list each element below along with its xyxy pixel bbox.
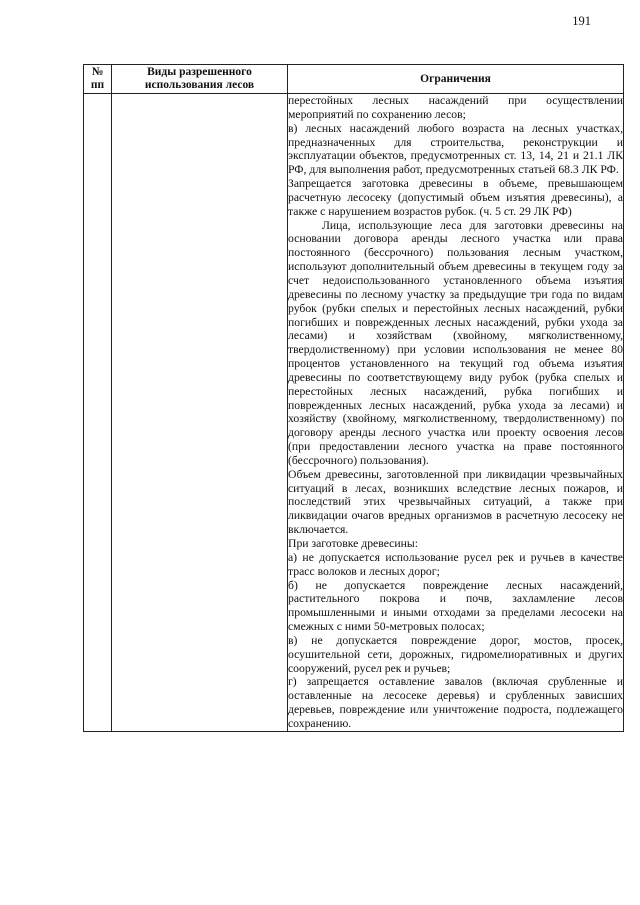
restriction-paragraph: Объем древесины, заготовленной при ликвидации чрезвычайных ситуаций в лесах, возникших вследствие лесных пожаров, и последствий этих чрезвычайных ситуаций, а также при ликвидации очагов вредных организмов в расчетную лесосеку не включается. [288,467,623,537]
restriction-paragraph: г) запрещается оставление завалов (включая срубленные и оставленные на лесосеке деревья) и срубленных зависших деревьев, повреждение или уничтожение подроста, подлежащего сохранению. [288,675,623,730]
table-row [84,94,624,732]
restriction-paragraph: Запрещается заготовка древесины в объеме, превышающем расчетную лесосеку (допустимый объем изъятия древесины), а также с нарушением возрастов рубок. (ч. 5 ст. 29 ЛК РФ) [288,177,623,218]
restrictions-cell [288,94,624,732]
restriction-paragraph: перестойных лесных насаждений при осуществлении мероприятий по сохранению лесов; [288,94,623,121]
restrictions-table [83,64,624,732]
page-number: 191 [572,14,591,28]
restriction-paragraph: в) не допускается повреждение дорог, мостов, просек, осушительной сети, дорожных, гидромелиоративных и других сооружений, русел рек и ручьев; [288,633,623,675]
table-header-row [84,65,624,94]
number-cell [84,94,112,732]
header-number: № пп [84,65,112,94]
use-kind-cell [112,94,288,732]
restriction-paragraph: а) не допускается использование русел рек и ручьев в качестве трасс волоков и лесных дорог; [288,550,623,578]
restriction-paragraph: При заготовке древесины: [288,537,418,550]
header-restrictions: Ограничения [288,65,624,94]
restriction-paragraph: в) лесных насаждений любого возраста на лесных участках, предназначенных для строительства, реконструкции и эксплуатации объектов, предусмотренных ст. 13, 14, 21 и 21.1 ЛК РФ, для выполнения работ, предусмотренных статьей 68.3 ЛК РФ. [288,121,623,177]
restriction-paragraph: б) не допускается повреждение лесных насаждений, растительного покрова и почв, захламление лесов промышленными и иными отходами за пределами лесосеки на смежных с ними 50-метровых полосах; [288,578,623,634]
header-use-kind: Виды разрешенного использования лесов [112,65,288,94]
restriction-paragraph: Лица, использующие леса для заготовки древесины на основании договора аренды лесного участка или права постоянного (бессрочного) пользования лесным участком, используют дополнительный объем древесины в текущем году за счет недоиспользованного установленного объема изъятия древесины по лесному участку за предыдущие три года по видам рубок (рубки спелых и перестойных лесных насаждений, рубки погибших и поврежденных лесных насаждений, рубки ухода за лесами) и хозяйствам (хвойному, мягколиственному, твердолиственному) при условии использования не менее 80 процентов установленного на текущий год объема изъятия древесины по соответствующему виду рубок (рубка спелых и перестойных лесных насаждений, рубка погибших и поврежденных лесных насаждений, рубка ухода за лесами) и хозяйству (хвойному, мягколиственному, твердолиственному) по договору аренды лесного участка или проекту освоения лесов (при предоставлении лесного участка на праве постоянного (бессрочного) пользования). [288,218,623,467]
